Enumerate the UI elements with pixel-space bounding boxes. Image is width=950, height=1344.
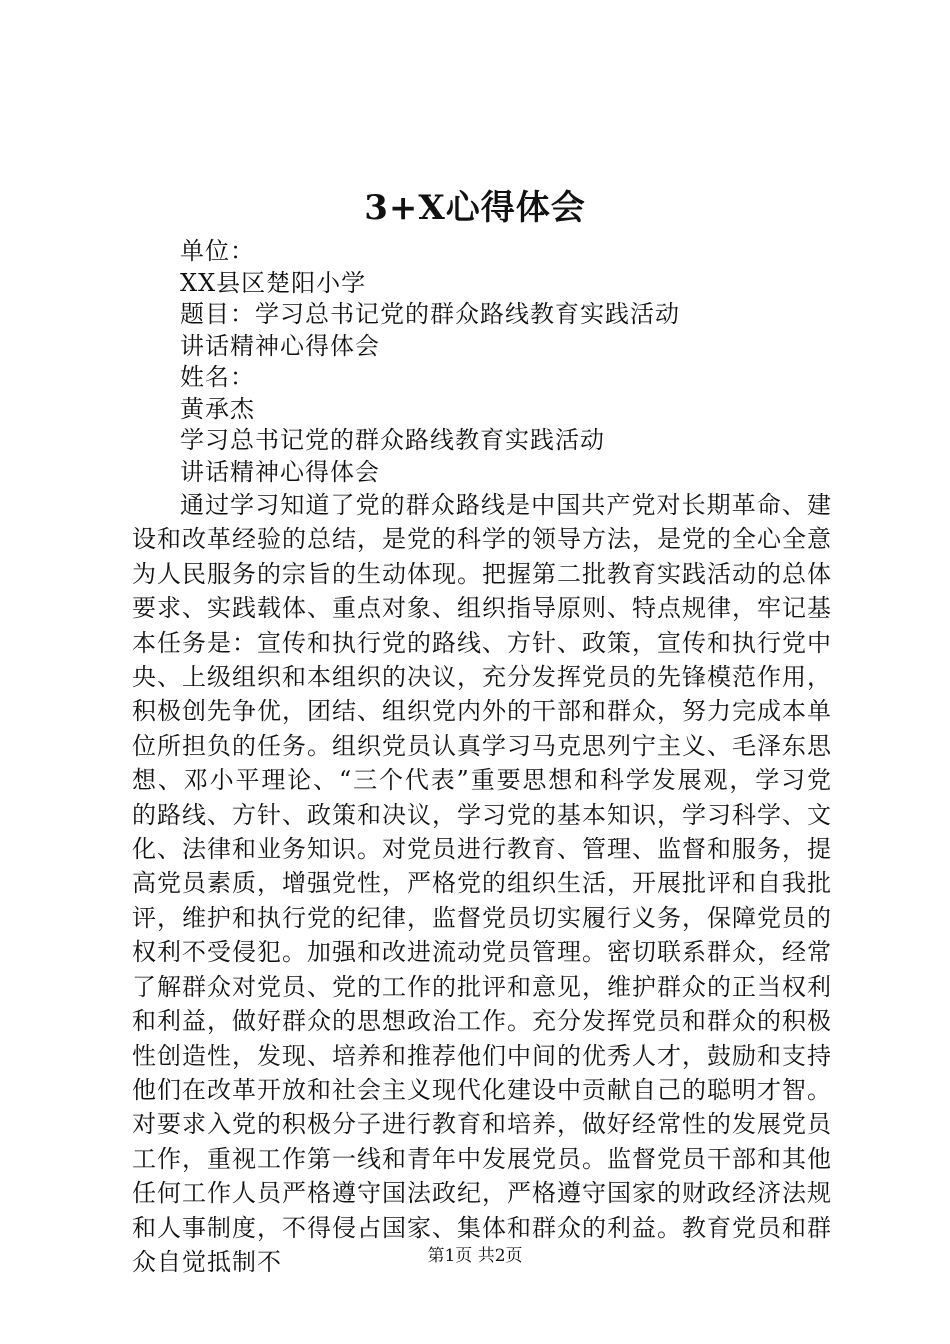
meta-line-unit-value: XX县区楚阳小学 (180, 268, 367, 297)
meta-line-heading-continued: 讲话精神心得体会 (180, 457, 380, 486)
page-footer: 第1页 共2页 (427, 1246, 523, 1266)
meta-line-heading: 学习总书记党的群众路线教育实践活动 (180, 426, 605, 454)
meta-line-topic: 题目：学习总书记党的群众路线教育实践活动 (180, 300, 680, 328)
meta-line-name-value: 黄承杰 (180, 394, 255, 423)
document-title: 3+X心得体会 (364, 188, 586, 228)
meta-line-topic-continued: 讲话精神心得体会 (180, 331, 380, 360)
meta-line-name-label: 姓名： (180, 363, 255, 391)
document-meta (180, 236, 880, 488)
body-paragraph: 通过学习知道了党的群众路线是中国共产党对长期革命、建设和改革经验的总结，是党的科学的领导方法，是党的全心全意为人民服务的宗旨的生动体现。把握第二批教育实践活动的总体要求、实践载体、重点对象、组织指导原则、特点规律，牢记基本任务是：宣传和执行党的路线、方针、政策，宣传和执行党中央、上级组织和本组织的决议，充分发挥党员的先锋模范作用，积极创先争优，团结、组织党内外的干部和群众，努力完成本单位所担负的任务。组织党员认真学习马克思列宁主义、毛泽东思想、邓小平理论、“三个代表”重要思想和科学发展观，学习党的路线、方针、政策和决议，学习党的基本知识，学习科学、文化、法律和业务知识。对党员进行教育、管理、监督和服务，提高党员素质，增强党性，严格党的组织生活，开展批评和自我批评，维护和执行党的纪律，监督党员切实履行义务，保障党员的权利不受侵犯。加强和改进流动党员管理。密切联系群众，经常了解群众对党员、党的工作的批评和意见，维护群众的正当权利和利益，做好群众的思想政治工作。充分发挥党员和群众的积极性创造性，发现、培养和推荐他们中间的优秀人才，鼓励和支持他们在改革开放和社会主义现代化建设中贡献自己的聪明才智。对要求入党的积极分子进行教育和培养，做好经常性的发展党员工作，重视工作第一线和青年中发展党员。监督党员干部和其他任何工作人员严格遵守国法政纪，严格遵守国家的财政经济法规和人事制度，不得侵占国家、集体和群众的利益。教育党员和群众自觉抵制不 (132, 491, 832, 1276)
meta-line-unit-label: 单位： (180, 237, 255, 265)
